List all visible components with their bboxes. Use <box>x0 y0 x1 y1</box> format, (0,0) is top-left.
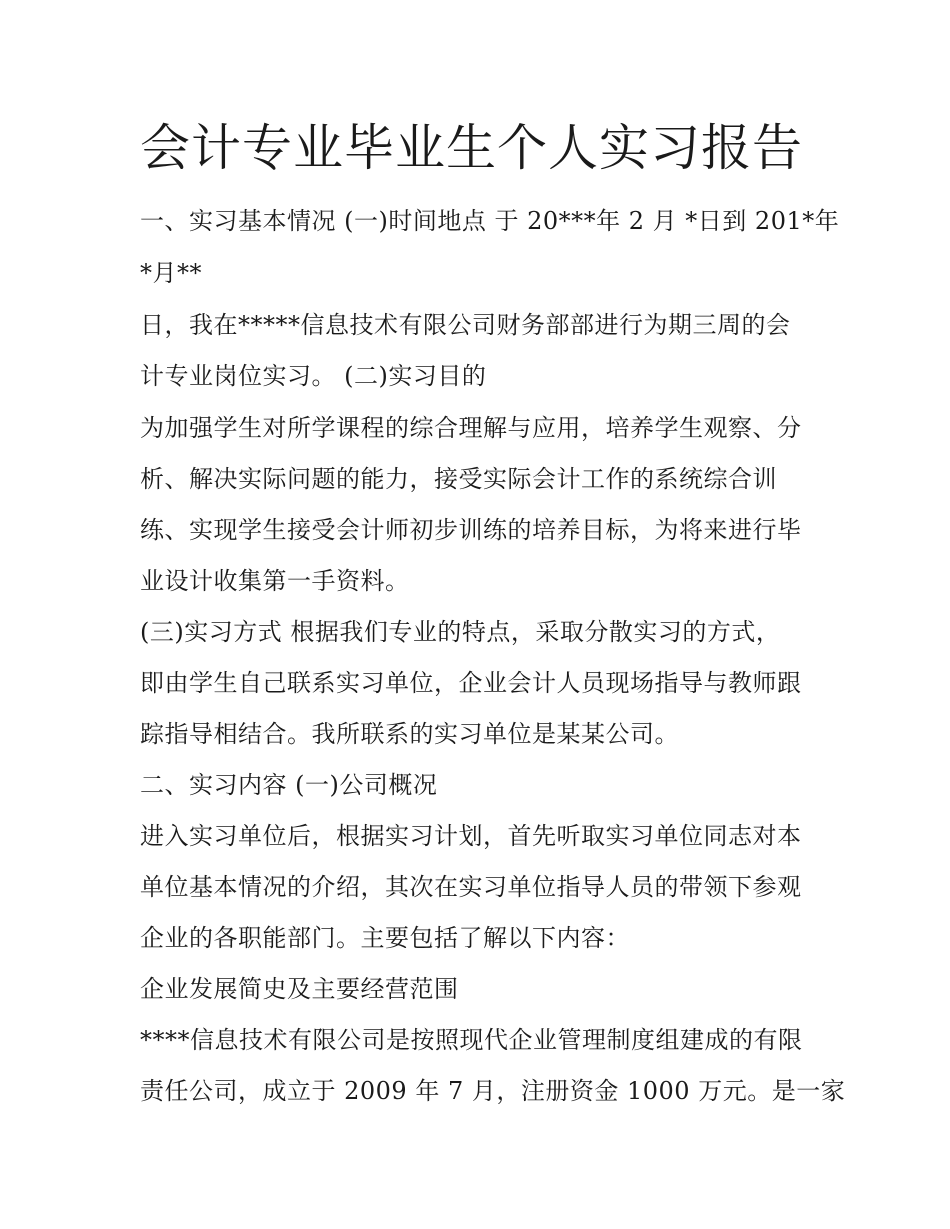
paragraph-line: 企业的各职能部门。主要包括了解以下内容： <box>140 924 630 952</box>
document-title: 会计专业毕业生个人实习报告 <box>140 119 803 177</box>
paragraph-line: 计专业岗位实习。 (二)实习目的 <box>140 362 487 390</box>
paragraph-line: 责任公司，成立于 2009 年 7 月，注册资金 1000 万元。是一家 <box>140 1077 846 1105</box>
paragraph-line: 踪指导相结合。我所联系的实习单位是某某公司。 <box>140 720 679 748</box>
paragraph-line: 企业发展简史及主要经营范围 <box>140 975 459 1003</box>
paragraph-line: 二、实习内容 (一)公司概况 <box>140 771 438 799</box>
paragraph-line: *月** <box>140 259 202 287</box>
paragraph-line: 单位基本情况的介绍，其次在实习单位指导人员的带领下参观 <box>140 873 802 901</box>
paragraph-line: (三)实习方式 根据我们专业的特点，采取分散实习的方式， <box>140 618 781 646</box>
paragraph-line: 析、解决实际问题的能力，接受实际会计工作的系统综合训 <box>140 465 777 493</box>
paragraph-line: 业设计收集第一手资料。 <box>140 567 410 595</box>
paragraph-line: 一、实习基本情况 (一)时间地点 于 20***年 2 月 *日到 201*年 <box>140 207 840 235</box>
paragraph-line: ****信息技术有限公司是按照现代企业管理制度组建成的有限 <box>140 1026 803 1054</box>
paragraph-line: 为加强学生对所学课程的综合理解与应用，培养学生观察、分 <box>140 414 802 442</box>
paragraph-line: 进入实习单位后，根据实习计划，首先听取实习单位同志对本 <box>140 822 802 850</box>
paragraph-line: 日，我在*****信息技术有限公司财务部部进行为期三周的会 <box>140 311 791 339</box>
paragraph-line: 练、实现学生接受会计师初步训练的培养目标，为将来进行毕 <box>140 516 802 544</box>
paragraph-line: 即由学生自己联系实习单位，企业会计人员现场指导与教师跟 <box>140 669 802 697</box>
